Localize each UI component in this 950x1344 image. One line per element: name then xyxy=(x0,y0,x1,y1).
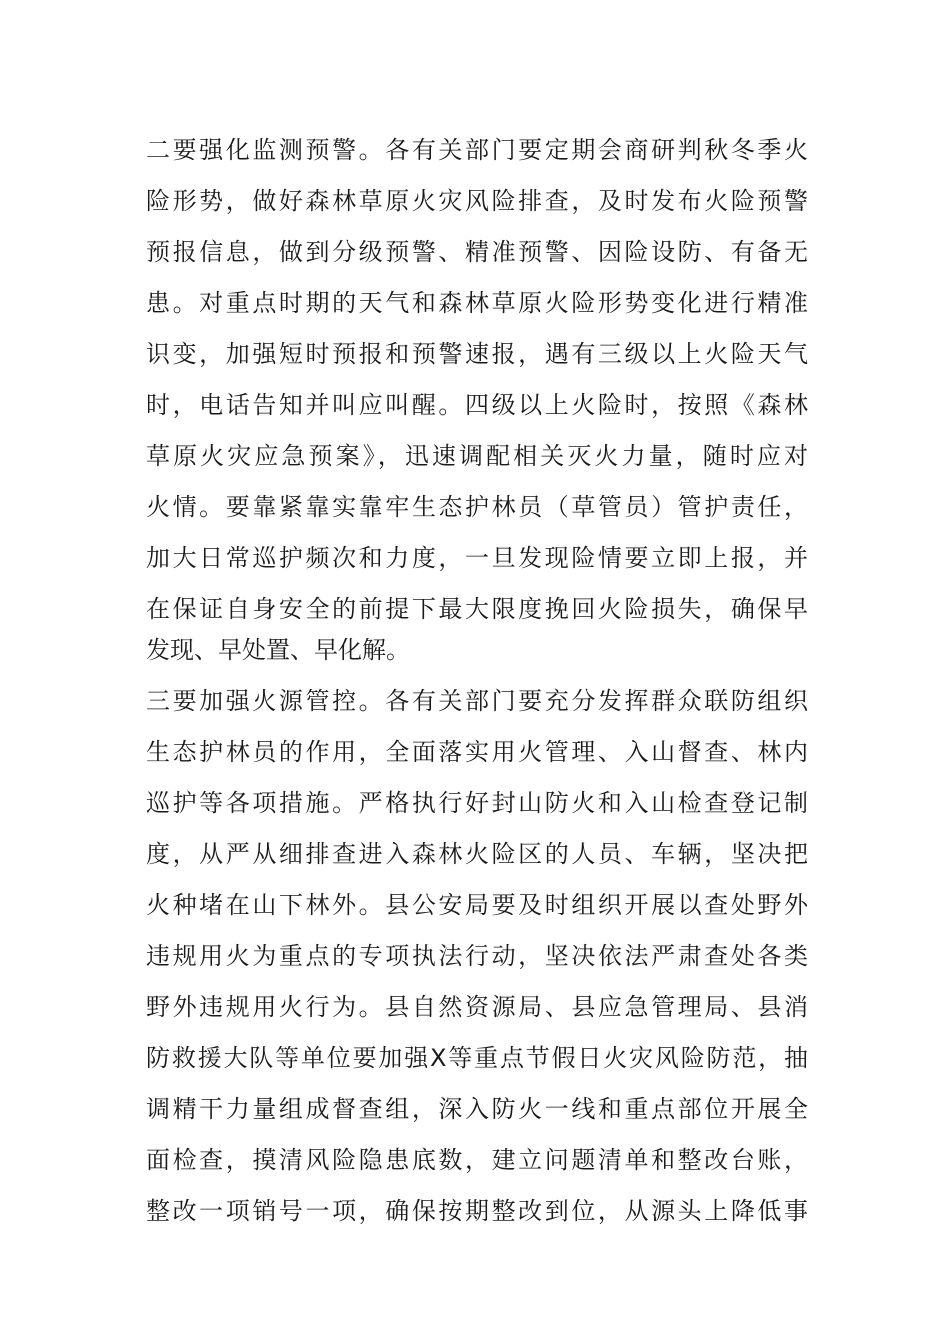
paragraph-line: 险形势，做好森林草原火灾风险排查，及时发布火险预警 xyxy=(146,187,808,215)
paragraph-line: 在保证自身安全的前提下最大限度挽回火险损失，确保早 xyxy=(146,595,808,623)
paragraph-line: 火情。要靠紧靠实靠牢生态护林员（草管员）管护责任， xyxy=(146,493,808,521)
paragraph-line: 识变，加强短时预报和预警速报，遇有三级以上火险天气 xyxy=(146,340,808,368)
paragraph-line: 巡护等各项措施。严格执行好封山防火和入山检查登记制 xyxy=(146,789,808,817)
paragraph-line: 草原火灾应急预案》，迅速调配相关灭火力量，随时应对 xyxy=(146,442,808,470)
paragraph-line: 面检查，摸清风险隐患底数，建立问题清单和整改台账， xyxy=(146,1146,808,1174)
paragraph-line: 违规用火为重点的专项执法行动，坚决依法严肃查处各类 xyxy=(146,942,808,970)
paragraph-line: 二要强化监测预警。各有关部门要定期会商研判秋冬季火 xyxy=(146,136,808,164)
paragraph-line: 三要加强火源管控。各有关部门要充分发挥群众联防组织 xyxy=(146,687,808,715)
paragraph-line: 时，电话告知并叫应叫醒。四级以上火险时，按照《森林 xyxy=(146,391,808,419)
paragraph-line: 生态护林员的作用，全面落实用火管理、入山督查、林内 xyxy=(146,738,808,766)
paragraph-line: 防救援大队等单位要加强X等重点节假日火灾风险防范，抽 xyxy=(146,1044,808,1072)
paragraph-line: 加大日常巡护频次和力度，一旦发现险情要立即上报，并 xyxy=(146,544,808,572)
paragraph-line: 发现、早处置、早化解。 xyxy=(146,636,410,664)
paragraph-line: 火种堵在山下林外。县公安局要及时组织开展以查处野外 xyxy=(146,891,808,919)
paragraph-line: 患。对重点时期的天气和森林草原火险形势变化进行精准 xyxy=(146,289,808,317)
paragraph-line: 度，从严从细排查进入森林火险区的人员、车辆，坚决把 xyxy=(146,840,808,868)
paragraph-line: 野外违规用火行为。县自然资源局、县应急管理局、县消 xyxy=(146,993,808,1021)
paragraph-line: 预报信息，做到分级预警、精准预警、因险设防、有备无 xyxy=(146,238,808,266)
paragraph-line: 调精干力量组成督查组，深入防火一线和重点部位开展全 xyxy=(146,1095,808,1123)
paragraph-line: 整改一项销号一项，确保按期整改到位，从源头上降低事 xyxy=(146,1197,808,1225)
